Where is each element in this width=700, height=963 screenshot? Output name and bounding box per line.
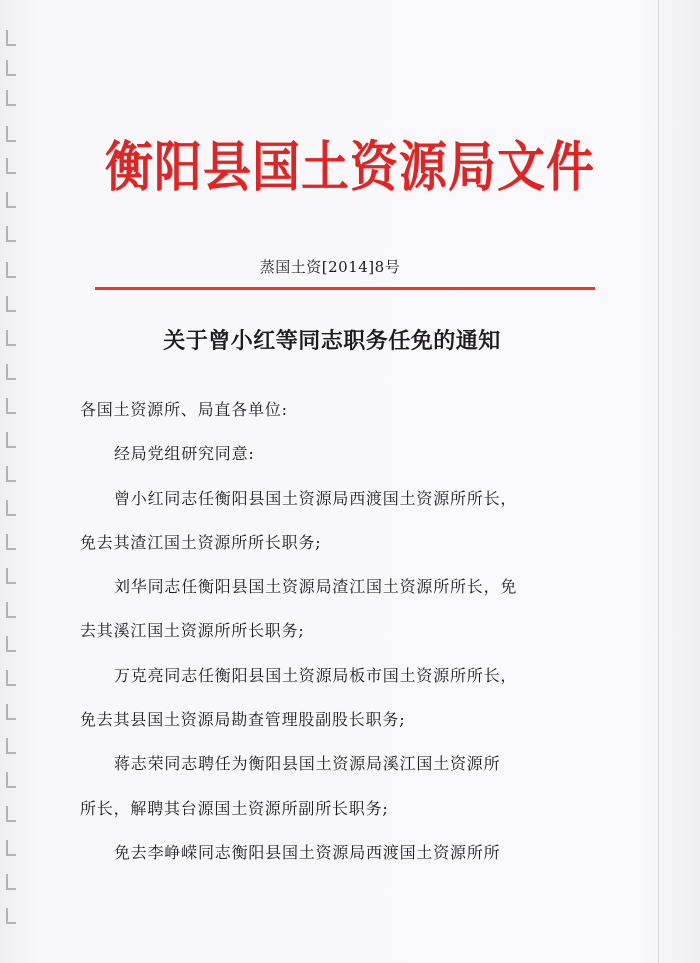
document-number: 蒸国土资[2014]8号 (259, 258, 401, 276)
binding-hole (6, 908, 16, 924)
binding-hole (6, 90, 16, 106)
salutation-line: 各国土资源所、局直各单位: (80, 400, 288, 419)
binding-hole (6, 874, 16, 890)
body-line: 万克亮同志任衡阳县国土资源局板市国土资源所所长， (114, 665, 518, 685)
notice-title: 关于曾小红等同志职务任免的通知 (163, 329, 501, 354)
binding-hole (6, 432, 16, 448)
binding-hole (6, 636, 16, 652)
binding-hole (6, 534, 16, 550)
agency-document-title: 衡阳县国土资源局文件 (104, 136, 595, 199)
body-line: 免去其县国土资源局勘查管理股副股长职务; (80, 710, 406, 730)
binding-hole (6, 500, 16, 516)
binding-hole (6, 772, 16, 788)
binding-hole (6, 806, 16, 822)
binding-hole (6, 296, 16, 312)
binding-hole (6, 466, 16, 482)
binding-hole (6, 602, 16, 618)
body-line: 刘华同志任衡阳县国土资源局渣江国土资源所所长，免 (114, 577, 518, 597)
binding-hole (6, 398, 16, 414)
body-line: 经局党组研究同意: (114, 444, 255, 464)
binding-hole (6, 704, 16, 720)
body-line: 去其溪江国土资源所所长职务; (80, 621, 305, 641)
body-line: 蒋志荣同志聘任为衡阳县国土资源局溪江国土资源所 (114, 754, 501, 774)
body-line: 免去李峥嵘同志衡阳县国土资源局西渡国土资源所所 (114, 842, 501, 862)
body-line: 免去其渣江国土资源所所长职务; (80, 532, 322, 552)
binding-hole (6, 738, 16, 754)
binding-hole (6, 226, 16, 242)
binding-hole (6, 568, 16, 584)
binding-hole (6, 840, 16, 856)
red-separator-line (95, 287, 595, 290)
binding-hole (6, 60, 16, 76)
binding-hole (6, 364, 16, 380)
notice-body (80, 388, 576, 875)
body-line: 所长，解聘其台源国土资源所副所长职务; (80, 798, 389, 818)
binding-hole (6, 670, 16, 686)
binding-hole (6, 30, 16, 46)
body-line: 曾小红同志任衡阳县国土资源局西渡国土资源所所长， (114, 488, 518, 508)
